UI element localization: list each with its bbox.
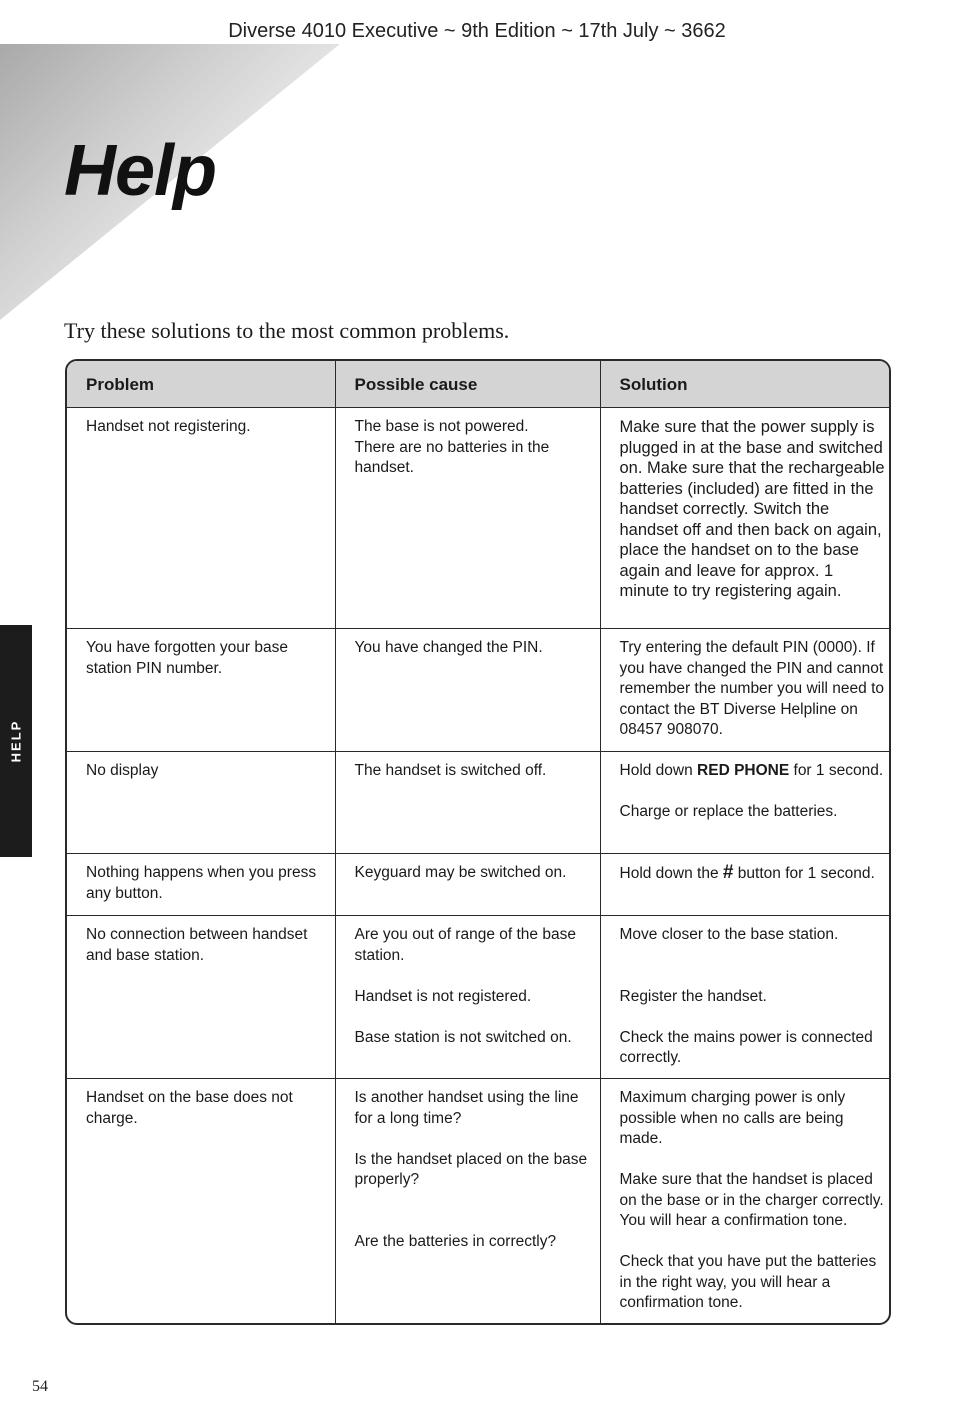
cause-text: Is the handset placed on the base properly? [354,1150,588,1188]
page-title: Help [64,131,217,211]
problem-cell: Handset not registering. [67,408,335,629]
cause-text: Base station is not switched on. [354,1028,572,1046]
table-row [67,408,889,629]
cause-text: Handset is not registered. [354,987,532,1005]
page-number: 54 [32,1378,48,1395]
cause-cell [335,1079,600,1324]
solution-text-prefix: Hold down the [619,865,723,882]
solution-text [620,761,886,782]
solution-cell [600,854,889,916]
cause-text: Are the batteries in correctly? [354,1232,557,1250]
solution-text: Make sure that the handset is placed on the base or in the charger correctly. You will hear a confirmation tone. [619,1171,884,1229]
side-tab-label: HELP [8,719,24,763]
solution-cell [600,752,889,854]
problem-cell: Handset on the base does not charge. [67,1079,335,1324]
table-row [67,916,889,1079]
problem-cell: No display [67,752,335,854]
cause-text: Are you out of range of the base station. [354,926,576,964]
table-row [67,1079,889,1324]
cause-cell: The handset is switched off. [335,752,600,854]
solution-cell [600,1079,889,1324]
cause-cell: Keyguard may be switched on. [335,854,600,916]
help-table [65,359,891,1325]
solution-text [620,863,886,885]
solution-text-prefix: Hold down [619,762,698,779]
problem-cell: No connection between handset and base station. [67,916,335,1079]
solution-text: Maximum charging power is only possible when no calls are being made. [619,1089,846,1147]
section-side-tab [0,625,32,857]
solution-cell: Make sure that the power supply is plugged in at the base and switched on. Make sure that the rechargeable batteries (included) are fitted in the handset correctly. Switch the handset off and then back on again, place the handset on to the base again and leave for approx. 1 minute to try registering again. [600,408,889,629]
solution-text-suffix: for 1 second. [789,762,884,779]
column-header-problem: Problem [67,361,335,408]
red-phone-key-label: RED PHONE [697,762,790,779]
table-row [67,752,889,854]
problem-cell: Nothing happens when you press any button. [67,854,335,916]
cause-text: Is another handset using the line for a long time? [354,1089,579,1127]
problem-cell: You have forgotten your base station PIN number. [67,629,335,752]
solution-cell: Try entering the default PIN (0000). If you have changed the PIN and cannot remember the number you will need to contact the BT Diverse Helpline on 08457 908070. [600,629,889,752]
column-header-solution: Solution [600,361,889,408]
solution-text-suffix: button for 1 second. [733,865,875,882]
document-header: Diverse 4010 Executive ~ 9th Edition ~ 17th July ~ 3662 [228,20,726,42]
column-header-cause: Possible cause [335,361,600,408]
table-row [67,854,889,916]
solution-text: Check that you have put the batteries in the right way, you will hear a confirmation tone. [619,1253,877,1311]
cause-text: There are no batteries in the handset. [354,438,550,476]
solution-cell [600,916,889,1079]
solution-text: Register the handset. [619,987,767,1005]
cause-cell [335,916,600,1079]
troubleshooting-table [67,361,889,1323]
solution-text: Charge or replace the batteries. [619,803,838,820]
hash-key-icon: # [722,862,734,883]
cause-text: The base is not powered. [354,418,529,435]
table-row [67,629,889,752]
cause-cell: You have changed the PIN. [335,629,600,752]
cause-cell [335,408,600,629]
solution-text: Check the mains power is connected correctly. [619,1028,873,1066]
intro-text: Try these solutions to the most common problems. [64,318,510,343]
solution-text: Move closer to the base station. [619,926,839,943]
table-header-row [67,361,889,408]
